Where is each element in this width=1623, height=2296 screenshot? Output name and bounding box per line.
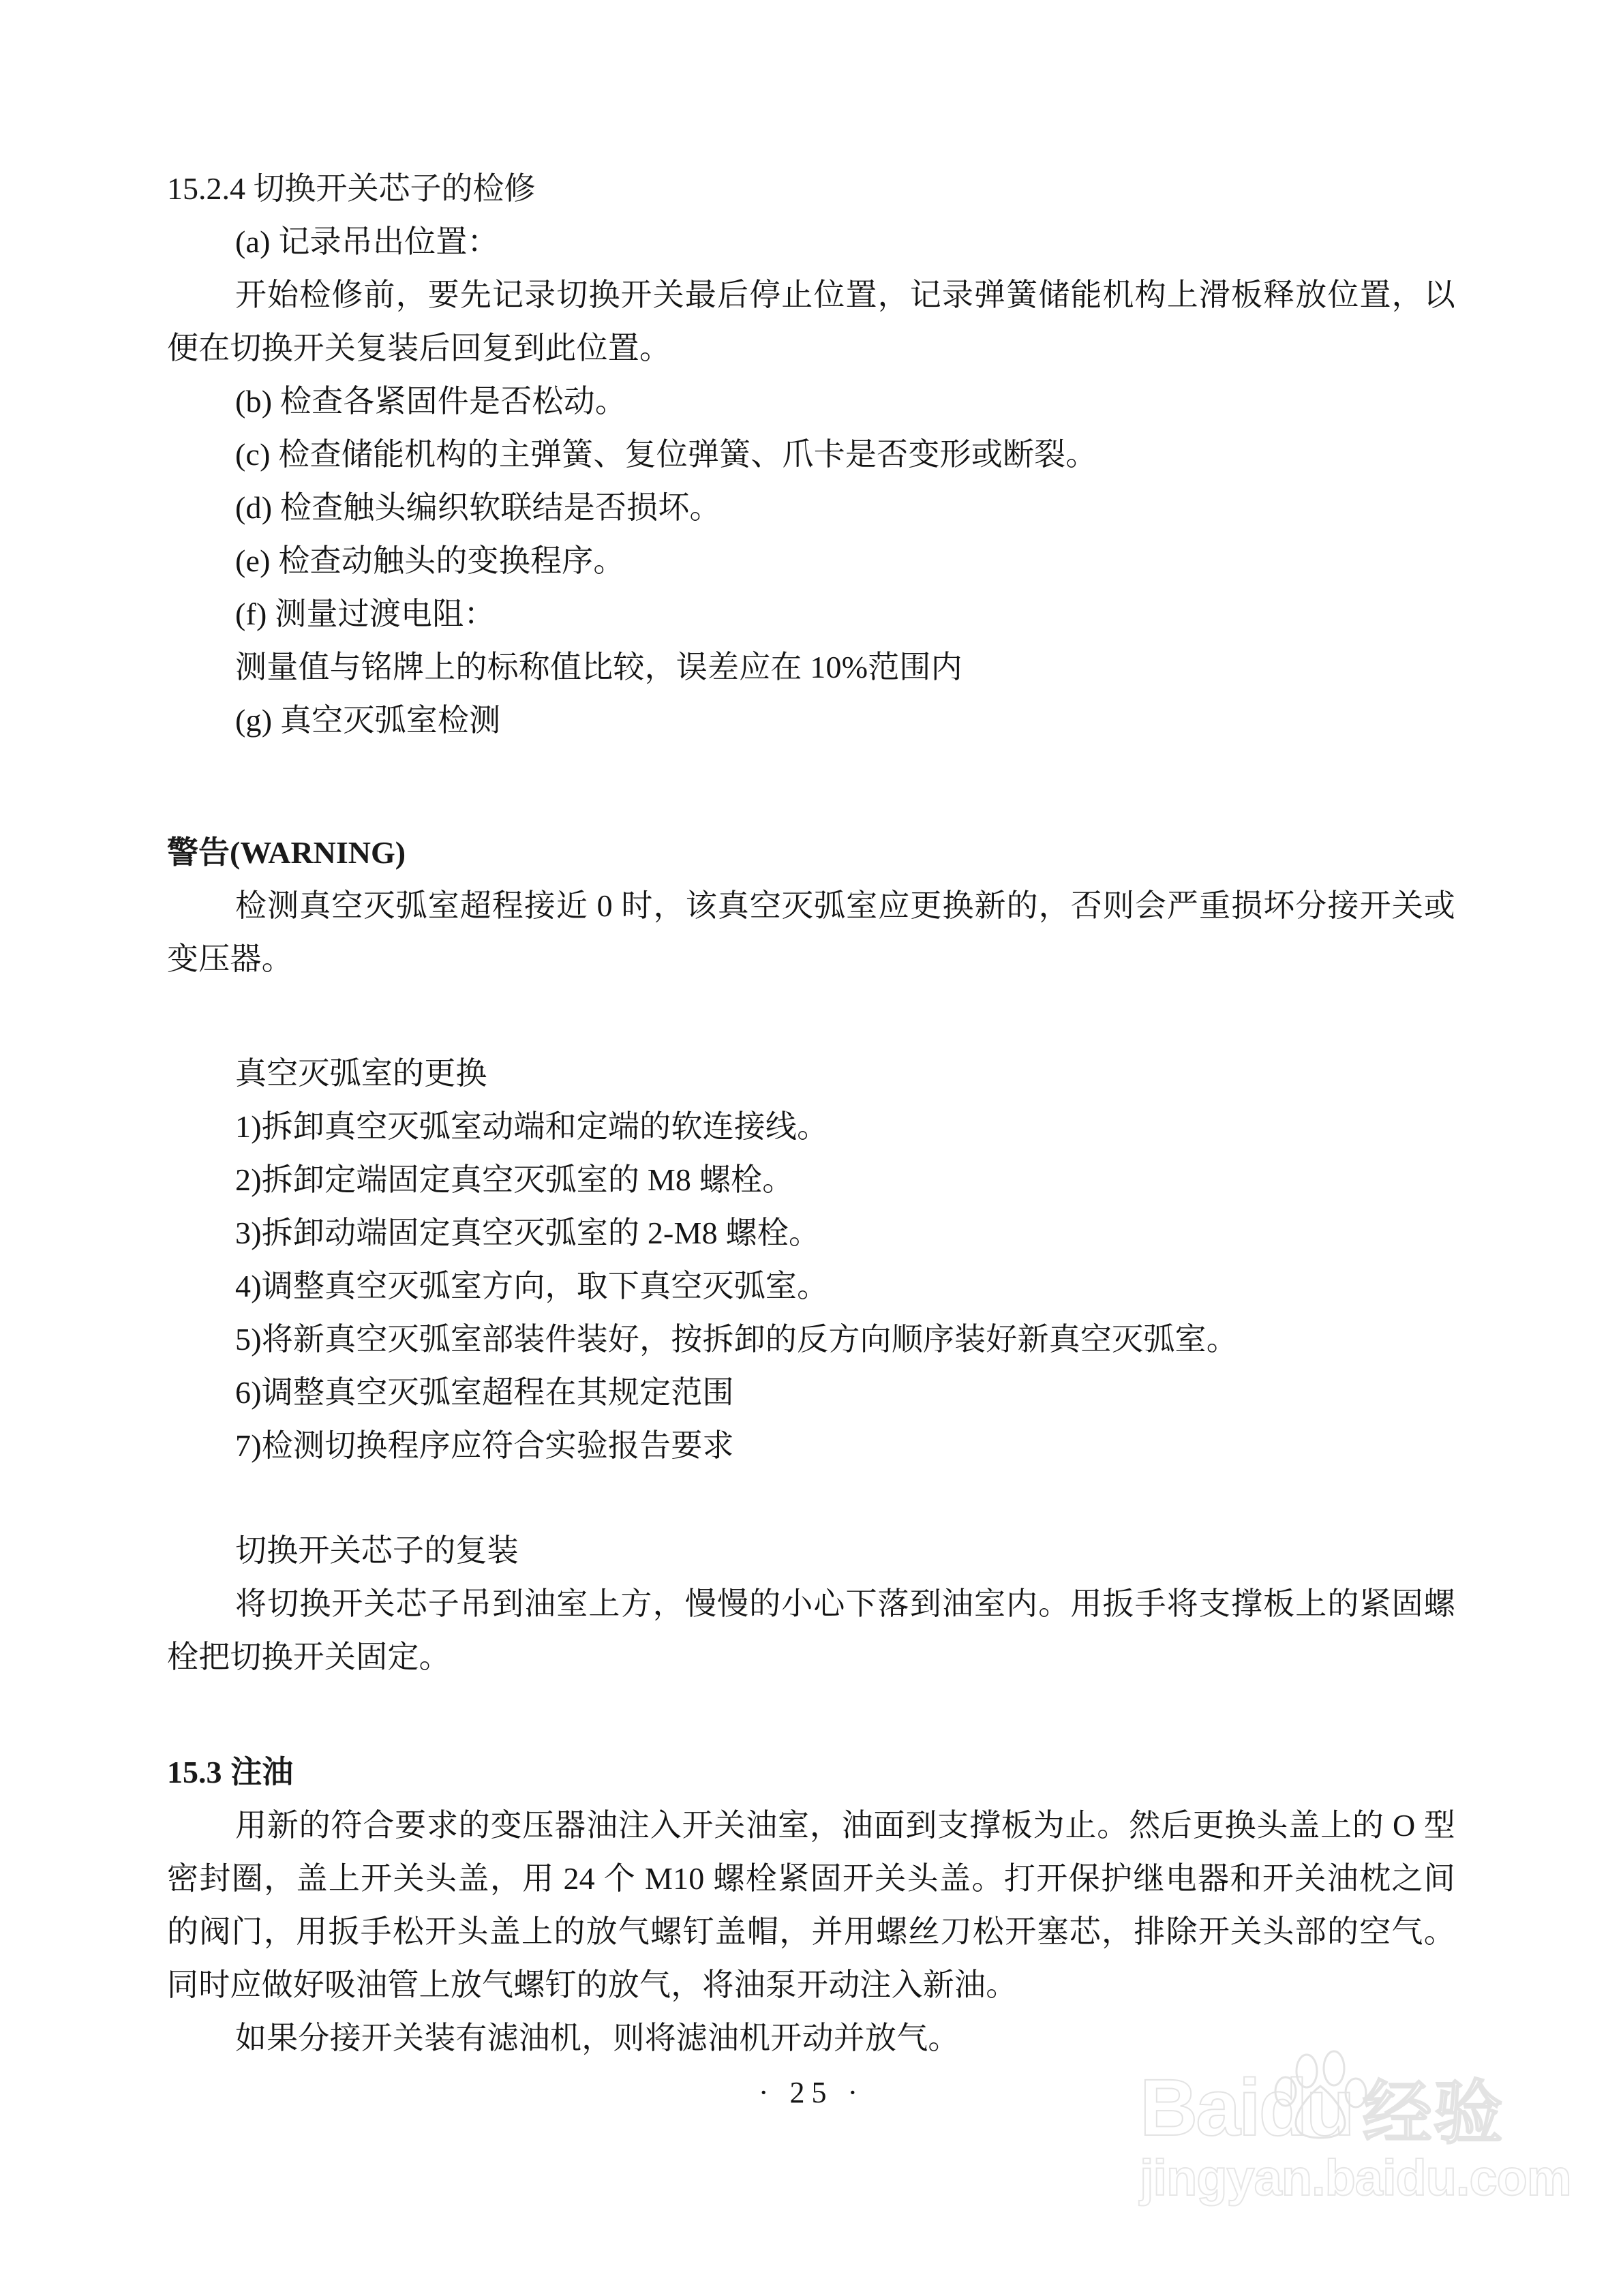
replacement-step: 4)调整真空灭弧室方向，取下真空灭弧室。 xyxy=(235,1269,829,1303)
list-item-a: (a) 记录吊出位置： xyxy=(235,224,499,259)
oil-filling-paragraph-1: 用新的符合要求的变压器油注入开关油室，油面到支撑板为止。然后更换头盖上的 O 型密封圈，盖上开关头盖，用 24 个 M10 螺栓紧固开关头盖。打开保护继电器和开关油枕之间的阀门，用扳手松开头盖上的放气螺钉盖帽，并用螺丝刀松开塞芯，排除开关头部的空气。同时应做好吸油管上放气螺钉的放气，将油泵开动注入新油。 xyxy=(167,1808,1455,2002)
list-item-c: (c) 检查储能机构的主弹簧、复位弹簧、爪卡是否变形或断裂。 xyxy=(235,437,1097,472)
subheading-replacement: 真空灭弧室的更换 xyxy=(235,1056,487,1091)
list-item-g: (g) 真空灭弧室检测 xyxy=(235,703,501,738)
section-heading-15-2-4: 15.2.4 切换开关芯子的检修 xyxy=(167,171,536,206)
spacer xyxy=(167,1684,1455,1745)
section-number: 15.3 xyxy=(167,1755,222,1789)
watermark-jingyan-text: 经验 xyxy=(1362,2074,1504,2152)
page-content xyxy=(167,162,1455,2065)
replacement-step: 5)将新真空灭弧室部装件装好，按拆卸的反方向顺序装好新真空灭弧室。 xyxy=(235,1322,1238,1357)
watermark-url-text: jingyan.baidu.com xyxy=(1140,2149,1571,2206)
paragraph-a-body: 开始检修前，要先记录切换开关最后停止位置，记录弹簧储能机构上滑板释放位置，以便在切换开关复装后回复到此位置。 xyxy=(167,277,1455,365)
replacement-step: 7)检测切换程序应符合实验报告要求 xyxy=(235,1428,734,1463)
warning-label: 警告(WARNING) xyxy=(167,835,406,870)
spacer xyxy=(167,1472,1455,1524)
section-title: 注油 xyxy=(230,1754,294,1789)
watermark-baidu-text: Baidu xyxy=(1140,2063,1353,2153)
warning-body: 检测真空灭弧室超程接近 0 时，该真空灭弧室应更换新的，否则会严重损坏分接开关或变压器。 xyxy=(167,888,1455,976)
spacer xyxy=(167,747,1455,826)
reassembly-body: 将切换开关芯子吊到油室上方，慢慢的小心下落到油室内。用扳手将支撑板上的紧固螺栓把切换开关固定。 xyxy=(167,1586,1455,1674)
page-number: · 25 · xyxy=(758,2076,865,2109)
replacement-step: 1)拆卸真空灭弧室动端和定端的软连接线。 xyxy=(235,1109,829,1144)
list-item-b: (b) 检查各紧固件是否松动。 xyxy=(235,384,627,419)
list-item-f: (f) 测量过渡电阻： xyxy=(235,596,496,631)
paragraph-f-body: 测量值与铭牌上的标称值比较，误差应在 10%范围内 xyxy=(235,650,962,684)
replacement-step: 3)拆卸动端固定真空灭弧室的 2-M8 螺栓。 xyxy=(235,1215,821,1250)
replacement-step: 6)调整真空灭弧室超程在其规定范围 xyxy=(235,1375,734,1410)
list-item-d: (d) 检查触头编织软联结是否损坏。 xyxy=(235,490,721,525)
list-item-e: (e) 检查动触头的变换程序。 xyxy=(235,543,625,578)
spacer xyxy=(167,986,1455,1047)
oil-filling-paragraph-2: 如果分接开关装有滤油机，则将滤油机开动并放气。 xyxy=(235,2021,960,2055)
subheading-reassembly: 切换开关芯子的复装 xyxy=(235,1533,519,1568)
section-heading-15-3 xyxy=(167,1745,1455,1799)
replacement-step: 2)拆卸定端固定真空灭弧室的 M8 螺栓。 xyxy=(235,1162,794,1197)
